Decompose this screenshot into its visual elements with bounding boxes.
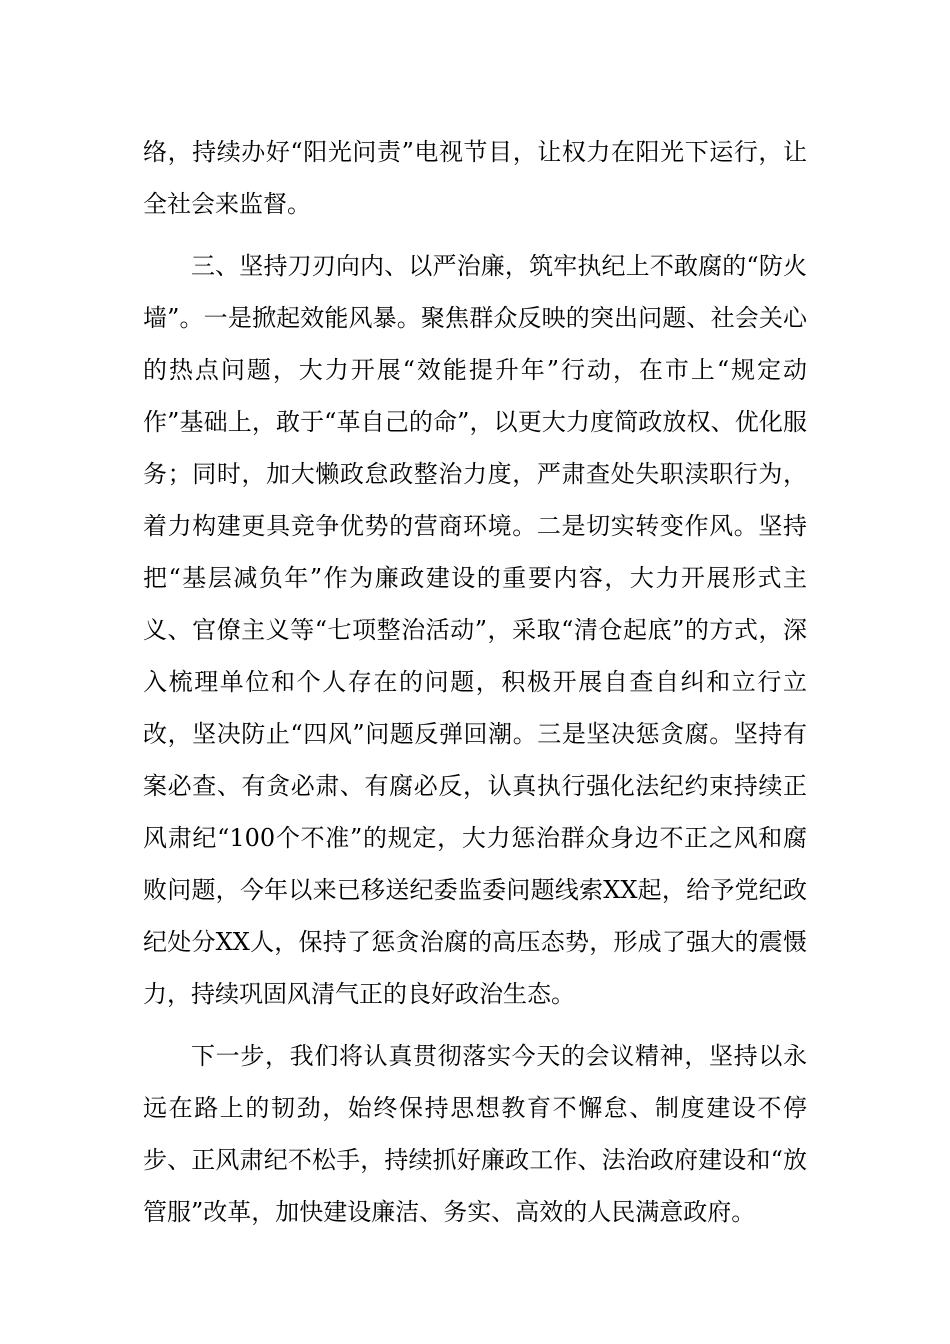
paragraph-section-three: 三、坚持刀刃向内、以严治廉，筑牢执纪上不敢腐的“防火墙”。一是掀起效能风暴。聚焦群众反映的突出问题、社会关心的热点问题，大力开展“效能提升年”行动，在市上“规定动作”基础上，敢于“革自己的命”，以更大力度简政放权、优化服务；同时，加大懒政怠政整治力度，严肃查处失职渎职行为，着力构建更具竞争优势的营商环境。二是切实转变作风。坚持把“基层减负年”作为廉政建设的重要内容，大力开展形式主义、官僚主义等“七项整治活动”，采取“清仓起底”的方式，深入梳理单位和个人存在的问题，积极开展自查自纠和立行立改，坚决防止“四风”问题反弹回潮。三是坚决惩贪腐。坚持有案必查、有贪必肃、有腐必反，认真执行强化法纪约束持续正风肃纪“100个不准”的规定，大力惩治群众身边不正之风和腐败问题，今年以来已移送纪委监委问题线索XX起，给予党纪政纪处分XX人，保持了惩贪治腐的高压态势，形成了强大的震慑力，持续巩固风清气正的良好政治生态。 <box>143 252 807 1008</box>
paragraph-next-steps: 下一步，我们将认真贯彻落实今天的会议精神，坚持以永远在路上的韧劲，始终保持思想教育不懈怠、制度建设不停步、正风肃纪不松手，持续抓好廉政工作、法治政府建设和“放管服”改革，加快建设廉洁、务实、高效的人民满意政府。 <box>143 1042 807 1226</box>
paragraph-gap <box>143 1020 807 1030</box>
document-body <box>143 126 807 1238</box>
paragraph-continuation: 络，持续办好“阳光问责”电视节目，让权力在阳光下运行，让全社会来监督。 <box>143 138 807 218</box>
paragraph-gap <box>143 230 807 240</box>
